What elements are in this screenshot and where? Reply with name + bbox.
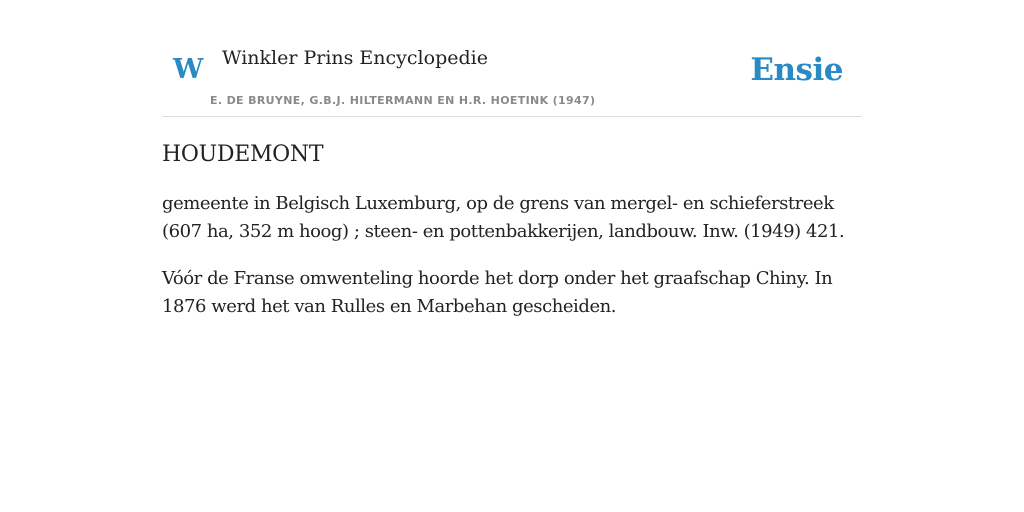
article-title: HOUDEMONT bbox=[162, 142, 324, 167]
source-authors: E. DE BRUYNE, G.B.J. HILTERMANN EN H.R. HOETINK (1947) bbox=[210, 94, 596, 107]
source-title: Winkler Prins Encyclopedie bbox=[222, 47, 488, 69]
source-header bbox=[162, 0, 862, 117]
winkler-prins-logo[interactable]: W bbox=[173, 54, 204, 85]
article-paragraph: Vóór de Franse omwenteling hoorde het dorp onder het graafschap Chiny. In 1876 werd het van Rulles en Marbehan gescheiden. bbox=[162, 268, 833, 317]
article bbox=[162, 138, 862, 321]
ensie-logo[interactable]: Ensie bbox=[750, 52, 843, 88]
article-paragraph: gemeente in Belgisch Luxemburg, op de grens van mergel- en schieferstreek (607 ha, 352 m hoog) ; steen- en pottenbakkerijen, landbouw. Inw. (1949) 421. bbox=[162, 193, 845, 242]
